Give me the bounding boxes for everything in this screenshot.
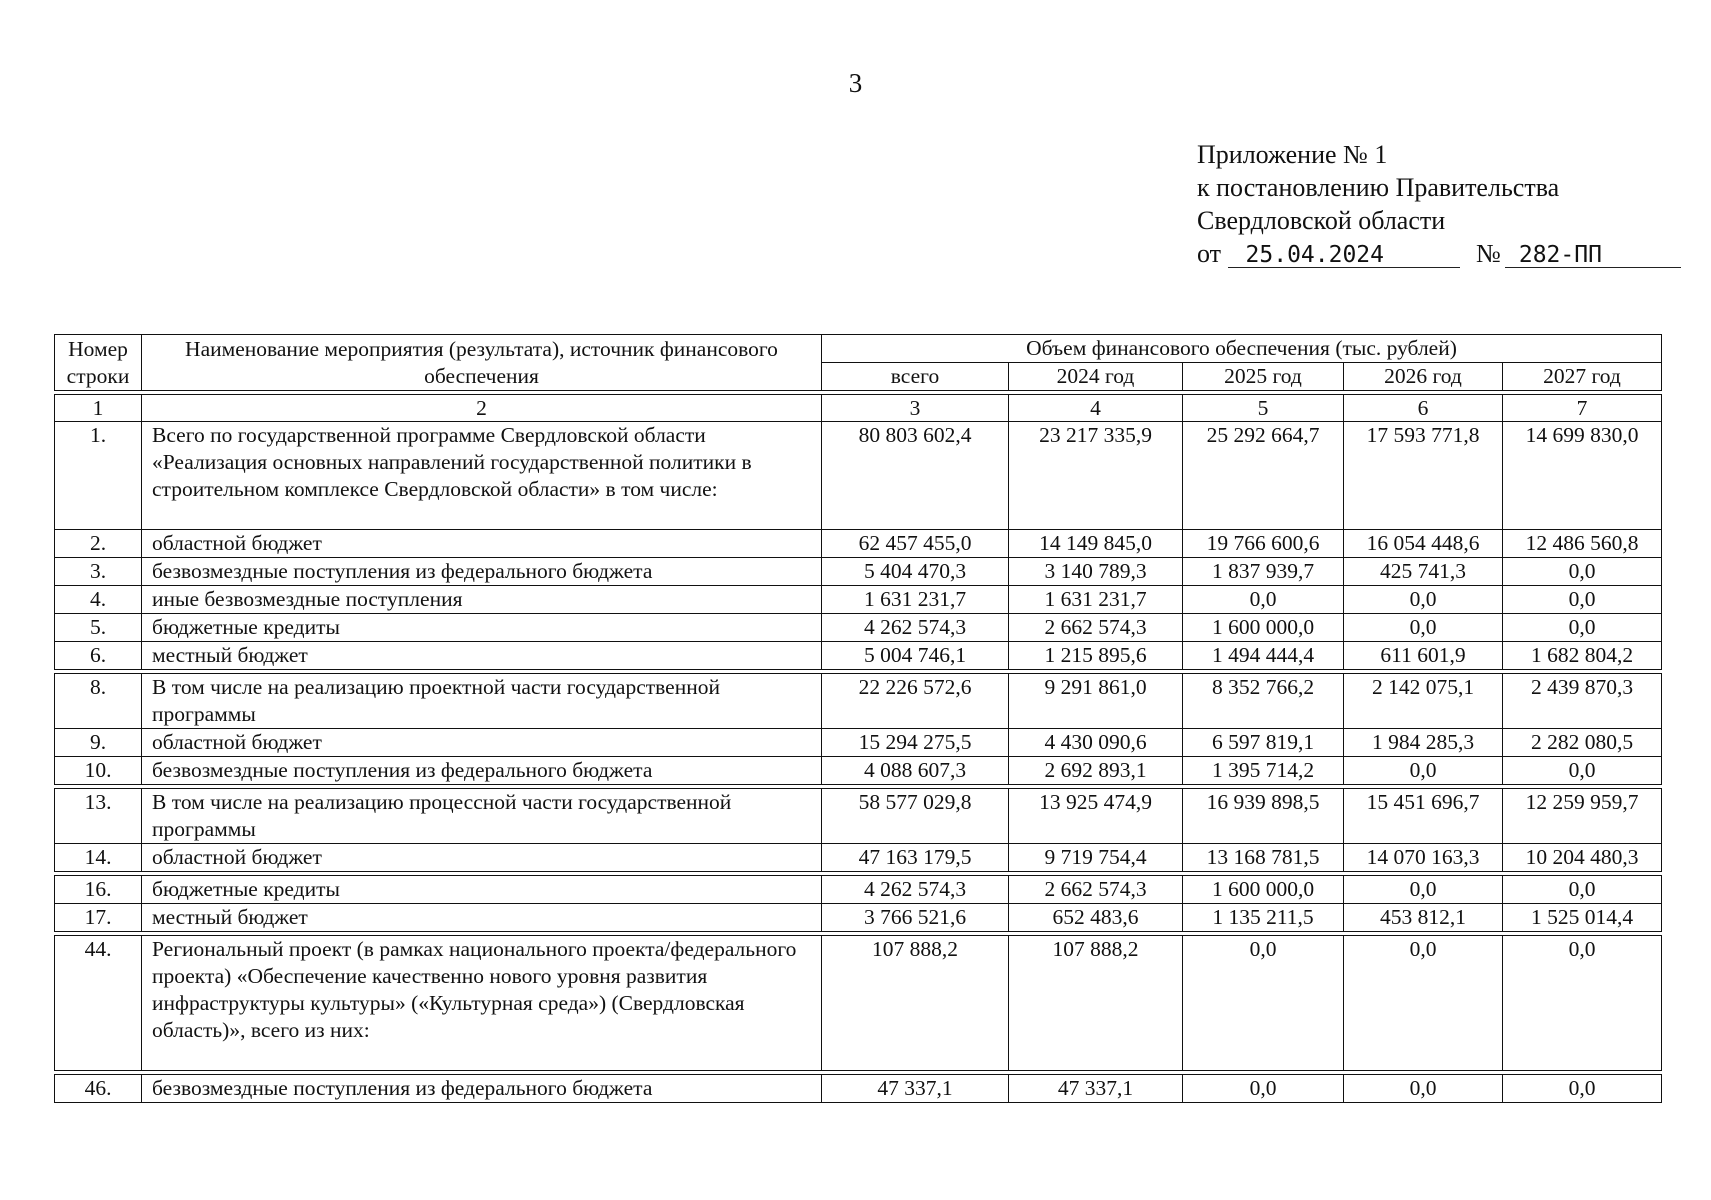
row-number: 9.: [55, 729, 142, 757]
value-2024: 23 217 335,9: [1009, 422, 1183, 530]
row-name: иные безвозмездные поступления: [142, 586, 822, 614]
column-number: 5: [1183, 395, 1344, 422]
row-number: 5.: [55, 614, 142, 642]
row-number: 14.: [55, 844, 142, 872]
table-row: [55, 422, 1662, 530]
value-2025: 1 837 939,7: [1183, 558, 1344, 586]
value-2026: 0,0: [1344, 936, 1503, 1071]
value-2024: 14 149 845,0: [1009, 530, 1183, 558]
value-2024: 3 140 789,3: [1009, 558, 1183, 586]
finance-table-wrapper: [54, 334, 1661, 1103]
row-number: 10.: [55, 757, 142, 785]
value-2026: 0,0: [1344, 876, 1503, 904]
column-number: 4: [1009, 395, 1183, 422]
value-2027: 2 282 080,5: [1503, 729, 1662, 757]
value-total: 22 226 572,6: [822, 674, 1009, 729]
value-2027: 1 682 804,2: [1503, 642, 1662, 670]
value-2025: 1 494 444,4: [1183, 642, 1344, 670]
value-2024: 2 692 893,1: [1009, 757, 1183, 785]
value-2027: 12 259 959,7: [1503, 789, 1662, 844]
value-total: 5 004 746,1: [822, 642, 1009, 670]
table-row: [55, 1075, 1662, 1103]
header-total: всего: [822, 363, 1009, 391]
row-name: безвозмездные поступления из федерального бюджета: [142, 1075, 822, 1103]
column-number: 2: [142, 395, 822, 422]
value-2025: 25 292 664,7: [1183, 422, 1344, 530]
table-row: [55, 729, 1662, 757]
row-name: бюджетные кредиты: [142, 614, 822, 642]
header-volume: Объем финансового обеспечения (тыс. рублей): [822, 335, 1662, 363]
value-2024: 9 719 754,4: [1009, 844, 1183, 872]
value-total: 107 888,2: [822, 936, 1009, 1071]
row-name: областной бюджет: [142, 729, 822, 757]
value-2027: 10 204 480,3: [1503, 844, 1662, 872]
appendix-header: [1197, 138, 1681, 270]
row-number: 46.: [55, 1075, 142, 1103]
value-2027: 0,0: [1503, 876, 1662, 904]
table-row: [55, 530, 1662, 558]
table-row: [55, 844, 1662, 872]
value-2026: 611 601,9: [1344, 642, 1503, 670]
table-row: [55, 642, 1662, 670]
value-2025: 19 766 600,6: [1183, 530, 1344, 558]
value-2024: 107 888,2: [1009, 936, 1183, 1071]
appendix-subtitle: к постановлению Правительства: [1197, 173, 1560, 202]
value-2026: 0,0: [1344, 1075, 1503, 1103]
value-2024: 47 337,1: [1009, 1075, 1183, 1103]
table-row: [55, 614, 1662, 642]
value-2024: 2 662 574,3: [1009, 614, 1183, 642]
row-number: 4.: [55, 586, 142, 614]
row-number: 44.: [55, 936, 142, 1071]
value-2026: 15 451 696,7: [1344, 789, 1503, 844]
value-2027: 2 439 870,3: [1503, 674, 1662, 729]
row-number: 8.: [55, 674, 142, 729]
row-number: 2.: [55, 530, 142, 558]
appendix-title: Приложение № 1: [1197, 140, 1388, 169]
value-2027: 0,0: [1503, 614, 1662, 642]
value-2024: 1 631 231,7: [1009, 586, 1183, 614]
value-2026: 14 070 163,3: [1344, 844, 1503, 872]
header-2026: 2026 год: [1344, 363, 1503, 391]
row-name: безвозмездные поступления из федерального бюджета: [142, 757, 822, 785]
row-name: В том числе на реализацию процессной части государственной программы: [142, 789, 822, 844]
value-2026: 0,0: [1344, 757, 1503, 785]
value-2025: 0,0: [1183, 586, 1344, 614]
table-row: [55, 904, 1662, 932]
row-name: Всего по государственной программе Свердловской области «Реализация основных направлений государственной политики в строительном комплексе Свердловской области» в том числе:: [142, 422, 822, 530]
table-row: [55, 876, 1662, 904]
table-row: [55, 936, 1662, 1071]
value-2025: 0,0: [1183, 936, 1344, 1071]
header-2027: 2027 год: [1503, 363, 1662, 391]
row-name: областной бюджет: [142, 530, 822, 558]
value-2025: 1 135 211,5: [1183, 904, 1344, 932]
value-2025: 6 597 819,1: [1183, 729, 1344, 757]
value-total: 3 766 521,6: [822, 904, 1009, 932]
row-name: местный бюджет: [142, 904, 822, 932]
header-row-number: Номер строки: [55, 335, 142, 391]
value-total: 47 163 179,5: [822, 844, 1009, 872]
value-2027: 0,0: [1503, 1075, 1662, 1103]
value-total: 47 337,1: [822, 1075, 1009, 1103]
finance-table: [54, 334, 1662, 1103]
value-2024: 1 215 895,6: [1009, 642, 1183, 670]
column-number: 1: [55, 395, 142, 422]
value-2027: 0,0: [1503, 586, 1662, 614]
row-name: безвозмездные поступления из федерального бюджета: [142, 558, 822, 586]
value-total: 5 404 470,3: [822, 558, 1009, 586]
decree-date: 25.04.2024: [1228, 243, 1460, 268]
row-number: 3.: [55, 558, 142, 586]
appendix-region: Свердловской области: [1197, 206, 1446, 235]
value-2026: 2 142 075,1: [1344, 674, 1503, 729]
value-2025: 8 352 766,2: [1183, 674, 1344, 729]
row-number: 17.: [55, 904, 142, 932]
value-2026: 425 741,3: [1344, 558, 1503, 586]
column-number: 6: [1344, 395, 1503, 422]
value-2026: 16 054 448,6: [1344, 530, 1503, 558]
value-2024: 9 291 861,0: [1009, 674, 1183, 729]
header-name: Наименование мероприятия (результата), источник финансового обеспечения: [142, 335, 822, 391]
row-name: областной бюджет: [142, 844, 822, 872]
value-2024: 2 662 574,3: [1009, 876, 1183, 904]
value-2026: 453 812,1: [1344, 904, 1503, 932]
value-2024: 4 430 090,6: [1009, 729, 1183, 757]
value-2024: 652 483,6: [1009, 904, 1183, 932]
value-total: 4 088 607,3: [822, 757, 1009, 785]
decree-number: 282-ПП: [1505, 243, 1681, 268]
from-label: от: [1197, 239, 1222, 268]
column-number: 3: [822, 395, 1009, 422]
value-2027: 0,0: [1503, 558, 1662, 586]
row-number: 16.: [55, 876, 142, 904]
table-row: [55, 674, 1662, 729]
value-total: 62 457 455,0: [822, 530, 1009, 558]
value-2025: 16 939 898,5: [1183, 789, 1344, 844]
table-row: [55, 789, 1662, 844]
value-2027: 0,0: [1503, 936, 1662, 1071]
table-row: [55, 586, 1662, 614]
value-2024: 13 925 474,9: [1009, 789, 1183, 844]
value-2025: 1 600 000,0: [1183, 876, 1344, 904]
value-2026: 0,0: [1344, 586, 1503, 614]
value-2027: 1 525 014,4: [1503, 904, 1662, 932]
value-2027: 14 699 830,0: [1503, 422, 1662, 530]
value-2026: 0,0: [1344, 614, 1503, 642]
value-2026: 17 593 771,8: [1344, 422, 1503, 530]
row-name: В том числе на реализацию проектной части государственной программы: [142, 674, 822, 729]
value-2025: 1 395 714,2: [1183, 757, 1344, 785]
row-name: бюджетные кредиты: [142, 876, 822, 904]
value-2027: 0,0: [1503, 757, 1662, 785]
value-total: 80 803 602,4: [822, 422, 1009, 530]
value-total: 4 262 574,3: [822, 876, 1009, 904]
appendix-date-number: [1197, 237, 1681, 270]
column-number: 7: [1503, 395, 1662, 422]
row-number: 6.: [55, 642, 142, 670]
header-2025: 2025 год: [1183, 363, 1344, 391]
number-label: №: [1476, 239, 1501, 268]
table-header-row: [55, 335, 1662, 363]
value-2026: 1 984 285,3: [1344, 729, 1503, 757]
value-total: 58 577 029,8: [822, 789, 1009, 844]
value-total: 15 294 275,5: [822, 729, 1009, 757]
value-2025: 0,0: [1183, 1075, 1344, 1103]
header-2024: 2024 год: [1009, 363, 1183, 391]
table-row: [55, 558, 1662, 586]
page-number: 3: [848, 68, 863, 98]
row-number: 13.: [55, 789, 142, 844]
value-2025: 13 168 781,5: [1183, 844, 1344, 872]
value-total: 1 631 231,7: [822, 586, 1009, 614]
column-numbers-row: [55, 395, 1662, 422]
table-row: [55, 757, 1662, 785]
row-name: Региональный проект (в рамках национального проекта/федерального проекта) «Обеспечение качественно нового уровня развития инфраструктуры культуры» («Культурная среда») (Свердловская область)», всего из них:: [142, 936, 822, 1071]
row-name: местный бюджет: [142, 642, 822, 670]
value-2025: 1 600 000,0: [1183, 614, 1344, 642]
value-total: 4 262 574,3: [822, 614, 1009, 642]
row-number: 1.: [55, 422, 142, 530]
value-2027: 12 486 560,8: [1503, 530, 1662, 558]
